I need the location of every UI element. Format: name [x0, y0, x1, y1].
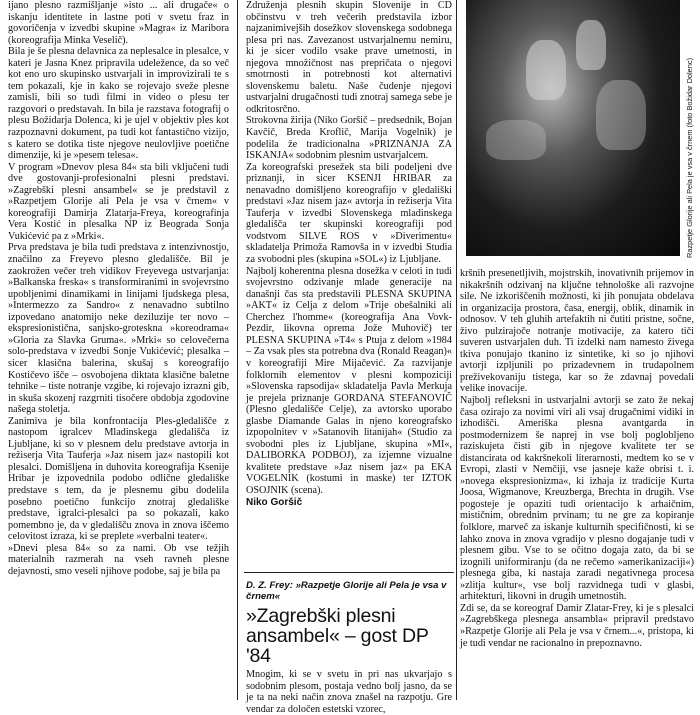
photo-caption: Razpetje Glorije ali Pela je vsa v črnem (foto Božidar Dolenc) [685, 57, 694, 258]
paragraph: Prva predstava je bila tudi predstava z intenzivnostjo, značilno za Freyevo plesno gledališče. Bil je zaokrožen večer treh vidikov Freyevega ustvarjanja: »Balkanska freska« s transformiranimi in svojevrstno upobljenimi dinamikami in linijami ljudskega plesa, »Intermezzo za Sandro« z nenavadno subtilno izpovedano anatomijo neke deziluzije ter novo – ekspresionistična, sanjsko-groteskna »koreodrama« »Gloria za Slavka Gruma«. »Mrki« so celovečerna solo-predstava v izvedbi Sonje Vukićević; plesalka – sicer klasična balerina, skušaj s koreografijo Kostičevo išče – osvobojena diktata klasične baletne tehnike – tiste notranje vzgibe, ki rojevajo izrazni gib, in skuša skozenj razgrniti tisočere obdobja zgodovine našega stoletja. [8, 242, 229, 416]
paragraph: V program »Dnevov plesa 84« sta bili vključeni tudi dve gostovanji-profesionalni plesni predstavi. »Zagrebški plesni ansambel« se je predstavil z »Razpetjem Glorije ali Pela je vsa v črnem« v koreografiji Damirja Zlatarja-Freya, koreografinja Vera Kostić in plesalka NP iz Beograda Sonja Vukićević pa z »Mrki«. [8, 161, 229, 242]
sidebar-byline: D. Z. Frey: »Razpetje Glorije ali Pela je vsa v črnem« [246, 580, 447, 602]
article-column-2 [246, 0, 452, 610]
paragraph: Bila je še plesna delavnica za neplesalce in plesalce, v kateri je Jasna Knez pripravila udeležence, da so več kot eno uro skupinsko ustvarjali in improvizirali te s tem pokazali, kje in kako se rojevajo sveže plesne zamisli, bili so tudi filmi in video o plesu ter razgovori o predstavah. In bila je razstava fotografij o plesu Božidarja Dolenca, ki je ujel v objektiv ples kot razpoznavni dokument, pa tudi kot fantastično vizijo, s katero se dotika tiste njegove neulovljive poetične dimenzije, ki je »pesem telesa«. [8, 46, 229, 162]
paragraph: Združenja plesnih skupin Slovenije in CD občinstvu v treh večerih predstavila izbor najzanimivejših dosežkov slovenskega sodobnega plesa pri nas. Zavezanost ustvarjalnemu nemiru, ki je sicer vodilo vsake prave umetnosti, in njegova množičnost nas prepričata o njegovi smotrnosti in potrebnosti kot alternativi slovenskemu baletu. Naše čudenje njegovi ustvarjalni drugačnosti tudi znotraj samega sebe je odkritosrčno. [246, 0, 452, 115]
paragraph: Zdi se, da se koreograf Damir Zlatar-Frey, ki je s plesalci »Zagrebškega plesnega ansambla« pripravil predstavo »Razpetje Glorije ali Pela je vsa v črnem...«, pristopa, ki je tudi vendar ne racionalno in prepoznavno. [460, 602, 694, 649]
column-rule-right [456, 0, 457, 700]
article-column-3 [460, 268, 694, 700]
paragraph: Zanimiva je bila konfrontacija Ples-gledališče z nastopom igralcev Mladinskega gledališča iz Ljubljane, ki so v plesnem delu predstave avtorja in režiserja Vita Tauferja »Jaz nisem jaz« nastopili kot plesalci. Domišljena in duhovita koreografija Ksenije Hribar je izpovednila podobo odlične gledališke predstave s tem, da je plesnemu gibu dodelila posebno poetično funkcijo znotraj gledališke predstave, igralci-plesalci pa so pokazali, kako pomembno je, da v gledališču znova in znova iščemo celovitost izraza, ki se preplete »verbalni teater«. [8, 415, 229, 543]
author-signature: Niko Goršič [246, 496, 303, 508]
column-rule-left [237, 0, 238, 700]
sidebar-headline: »Zagrebški plesni ansambel« – gost DP '84 [246, 605, 429, 667]
paragraph: Najbolj koherentna plesna dosežka v celoti in tudi svojevrstno odzivanje mlade generacije na današnji čas sta predstavili PLESNA SKUPINA »AKT« iz Celja z delom »Trije obešalniki ali Cherchez l'homme« (koreografija Ana Vovk-Pezdir, likovna oprema Jože Muhovič) ter PLESNA SKUPINA »T4« s Ptuja z delom »1984 – Za vsak ples sta potrebna dva (Ronald Reagan)« v koreografiji Mire Mijačević. Za razvijanje folklornih elementov v plesni kompoziciji »Slovenska rapsodija« skladatelja Pavla Merkuja je prejela priznanje GORDANA STEFANOVIČ (Plesno gledališče Celje), za avtorsko uporabo glasbe Diamande Galas in njeno koreografsko izpopolnitev v »Satanovih litanijah« (Studio za svobodni ples iz Ljubljane, skupina »MI«, DALIBORKA PODBOJ), za izjemne vizualne kvalitete predstave »Jaz nisem jaz« pa EKA VOGELNIK (kostumi in maske) ter IZTOK OSOJNIK (scena). [246, 265, 452, 496]
paragraph: »Dnevi plesa 84« so za nami. Ob vse težjih materialnih razmerah na vseh ravneh plesne dejavnosti, smo veseli njihove podobe, saj je bila pa [8, 542, 229, 577]
paragraph: Za koreografski presežek sta bili podeljeni dve priznanji, in sicer KSENJI HRIBAR za nenavadno domišljeno koreografijo v gledališki predstavi »Jaz nisem jaz« avtorja in režiserja Vita Tauferja v izvedbi Slovenskega mladinskega gledališča ter skupinski koreografiji pod vodstvom SILVE ROS v »Diverimentu« skladatelja Primoža Ramovša in v izvedbi Studia za svobodni ples (skupina »SOL«) iz Ljubljane. [246, 161, 452, 266]
paragraph: ijano plesno razmišljanje »isto ... ali drugače« o iskanju identitete in lastne poti v svetu fraz in govoričenja v izvedbi skupine »Magra« iz Maribora (koreografija Minka Veselič). [8, 0, 229, 46]
sidebar-article [246, 580, 452, 715]
paragraph: Najbolj refleksni in ustvarjalni avtorji se zato že nekaj časa ozirajo za novimi viri ali vsaj drugačnimi vidiki in izhodišči. Ameriška plesna avantgarda in postmodernizem še naprej in vse bolj poglobljeno raziskujeta čisti gib in njegove kvalitete ter se distancirata od kakršnekoli literarnosti, medtem ko se v Evropi, zlasti v Nemčiji, vse jasneje kaže obrisi t. i. »novega ekspresionizma«, ki izhaja iz tradicije Kurta Joosa, Wigmanove, Kreuzberga, Brechta in drugih. Vse pogosteje je opaziti tudi orientacijo k arhaičnim, mističnim, obrednim prvinam; tu ne gre za kopiranje folklore, marveč za iskanje kulturnih specifičnosti, ki se lahko znova in znova vgradijo v plesno dogajanje tudi v plesnem gibu. Vse to se očitno dogaja zato, da bi se izognili uniformiranju (da ne rečemo »amerikanizaciji«) plesnega giba, ki nastaja zaradi negativnega procesa »zlitja kultur«, vse bolj razvidnega tudi v glasbi, arhitekturi, likovni in drugih umetnostih. [460, 395, 694, 603]
sidebar-lead: Mnogim, ki se v svetu in pri nas ukvarjajo s sodobnim plesom, postaja vedno bolj jasno, da se je ta na neki način znova znašel na razpotju. Gre vendar za določen estetski vzorec, [246, 669, 452, 715]
paragraph: kršnih presenetljivih, mojstrskih, inovativnih prijemov in nikakršnih odzivanj na ključne tehnološke ali razvojne sile. Ne izkoriščenih možnosti, ki jih ponujata obdelava in organizacija prostora, časa, energij, oblik, dinamik in odnosov. V teh gluhih artefaktih ni čutiti pristne, sočne, živo pulzirajoče notranje motivacije, za katero tiči suveren ustvarjalen duh. Ti izdelki nam namesto živega tkiva ponujajo tkanino iz sintetike, ki so jo njihovi avtorji izpljunili po prizadevnem in trudapolnem preživekovaniju tistega, kar so že zdavnaj povedali velike inovacije. [460, 268, 694, 395]
paragraph: Strokovna žirija (Niko Goršič – predsednik, Bojan Kavčič, Breda Kroflič, Marija Vogelnik) je podelila že tradicionalna »PRIZNANJA ZA ISKANJA« sodobnim plesnim ustvarjalcem. [246, 115, 452, 162]
article-column-1 [8, 0, 229, 700]
dance-photo [466, 0, 680, 256]
